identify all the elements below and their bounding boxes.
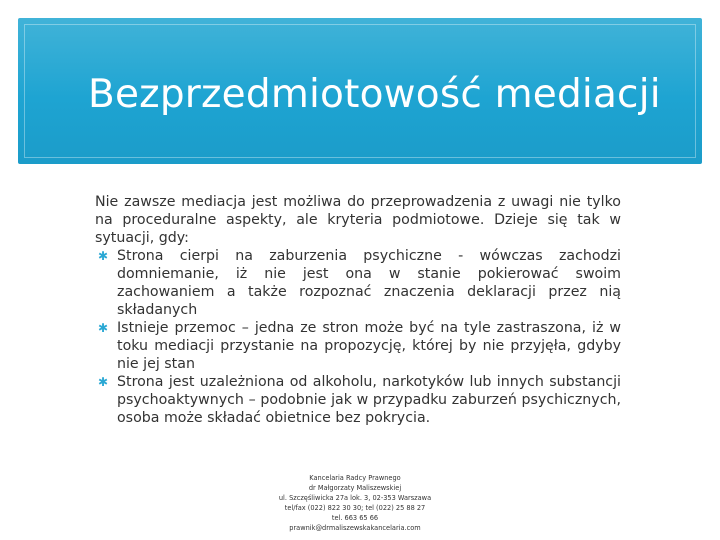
slide-title: Bezprzedmiotowość mediacji — [88, 72, 661, 117]
footer-line: ul. Szczęśliwicka 27a lok. 3, 02-353 Warszawa — [278, 494, 432, 502]
bullet-list — [95, 247, 621, 427]
footer-email: prawnik@drmaliszewskakancelaria.com — [289, 524, 421, 532]
title-banner — [18, 18, 702, 164]
footer-line: dr Małgorzaty Maliszewskiej — [308, 484, 402, 492]
list-item — [95, 247, 621, 319]
slide-body — [95, 193, 621, 427]
footer-line: Kancelaria Radcy Prawnego — [309, 474, 401, 482]
asterisk-icon: ✱ — [98, 321, 109, 335]
bullet-text: Istnieje przemoc – jedna ze stron może być na tyle zastraszona, iż w toku mediacji przystanie na propozycję, której by nie przyjęła, gdyby nie jej stan — [117, 320, 621, 372]
asterisk-icon: ✱ — [98, 375, 109, 389]
bullet-text: Strona cierpi na zaburzenia psychiczne - wówczas zachodzi domniemanie, iż nie jest ona w stanie pokierować swoim zachowaniem a także rozpoznać znaczenia deklaracji przez nią składanych — [117, 248, 621, 318]
list-item — [95, 373, 621, 427]
intro-paragraph: Nie zawsze mediacja jest możliwa do przeprowadzenia z uwagi nie tylko na proceduralne aspekty, ale kryteria podmiotowe. Dzieje się tak w sytuacji, gdy: — [95, 194, 621, 246]
asterisk-icon: ✱ — [98, 249, 109, 263]
list-item — [95, 319, 621, 373]
footer-contact — [260, 473, 450, 533]
footer-line: tel/fax (022) 822 30 30; tel (022) 25 88 27 — [284, 504, 426, 512]
footer-line: tel. 663 65 66 — [331, 514, 379, 522]
bullet-text: Strona jest uzależniona od alkoholu, narkotyków lub innych substancji psychoaktywnych – podobnie jak w przypadku zaburzeń psychicznych, osoba może składać obietnice bez pokrycia. — [117, 374, 621, 426]
